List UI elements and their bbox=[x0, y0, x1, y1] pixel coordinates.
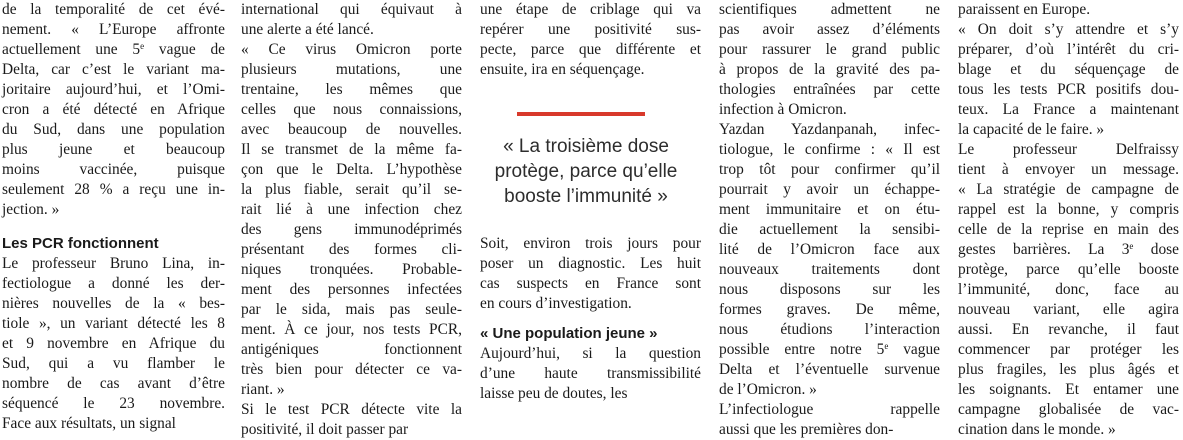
text-line: niques tronquées. Probable- bbox=[241, 261, 462, 278]
text-line: à propos de la gravité des pa- bbox=[719, 61, 940, 78]
text-line: ment. À ce jour, nos tests PCR, bbox=[241, 321, 462, 338]
text-line: ensuite, ira en séquençage. bbox=[480, 61, 645, 78]
text-line: jection. » bbox=[2, 201, 60, 218]
text-line: die actuellement la sensibi- bbox=[719, 221, 940, 238]
text-line: nous disposons sur les bbox=[719, 281, 940, 298]
text-line: pas avoir assez d’éléments bbox=[719, 21, 940, 38]
text-line: scientifiques admettent ne bbox=[719, 1, 940, 18]
text-line: Face aux résultats, un signal bbox=[2, 415, 176, 432]
spacer bbox=[2, 220, 225, 234]
text-line: tiole », un variant détecté les 8 bbox=[2, 315, 225, 332]
text-line: protège, parce qu’elle booste bbox=[958, 261, 1179, 278]
pull-quote-rule bbox=[517, 112, 645, 116]
spacer bbox=[480, 314, 701, 324]
paragraph bbox=[2, 254, 225, 434]
text-line: gestes barrières. La 3e dose bbox=[958, 241, 1179, 258]
text-line: nombre de cas avant d’être bbox=[2, 375, 225, 392]
text-line: ment immunitaire et on étu- bbox=[719, 201, 940, 218]
text-line: nement. « L’Europe affronte bbox=[2, 21, 225, 38]
text-line: campagne globalisée de vac- bbox=[958, 401, 1179, 418]
text-line: lité de l’Omicron face aux bbox=[719, 241, 940, 258]
text-line: « On doit s’y attendre et s’y bbox=[958, 21, 1179, 38]
text-line: tous les tests PCR positifs dou- bbox=[958, 81, 1179, 98]
paragraph bbox=[958, 140, 1179, 440]
paragraph bbox=[719, 0, 940, 120]
text-line: en cours d’investigation. bbox=[480, 295, 632, 312]
text-line: paraissent en Europe. bbox=[958, 1, 1091, 18]
text-line: joritaire aujourd’hui, et l’Omi- bbox=[2, 81, 225, 98]
text-line: préparer, d’où l’intérêt du cri- bbox=[958, 41, 1179, 58]
text-line: thologies entraînées par cette bbox=[719, 81, 940, 98]
text-line: aussi que les premières don- bbox=[719, 421, 894, 438]
section-heading: « Une population jeune » bbox=[480, 325, 658, 342]
text-line: plusieurs mutations, une bbox=[241, 61, 462, 78]
text-line: seulement 28 % a reçu une in- bbox=[2, 181, 225, 198]
paragraph bbox=[241, 40, 462, 400]
text-line: cination dans le monde. » bbox=[958, 421, 1116, 438]
text-line: commencer par protéger les bbox=[958, 341, 1179, 358]
text-line: avec beaucoup de nouvelles. bbox=[241, 121, 462, 138]
text-line: çon que le Delta. L’hypothèse bbox=[241, 161, 462, 178]
text-line: laisse peu de doutes, les bbox=[480, 385, 628, 402]
text-column-2 bbox=[241, 0, 462, 438]
text-line: une alerte a été lancé. bbox=[241, 21, 374, 38]
text-line: possible entre notre 5e vague bbox=[719, 341, 940, 358]
text-line: et 9 novembre en Afrique du bbox=[2, 335, 225, 352]
text-line: nous étudions l’interaction bbox=[719, 321, 940, 338]
text-line: la plus fiable, serait qu’il se- bbox=[241, 181, 462, 198]
text-line: celles que nous connaissions, bbox=[241, 101, 462, 118]
text-line: les soignants. Et entamer une bbox=[958, 381, 1179, 398]
text-line: « La stratégie de campagne de bbox=[958, 181, 1179, 198]
text-line: pourrait y avoir un échappe- bbox=[719, 181, 940, 198]
text-line: celle de la reprise en main des bbox=[958, 221, 1179, 238]
text-line: du Sud, dans une population bbox=[2, 121, 225, 138]
text-line: international qui équivaut à bbox=[241, 1, 462, 18]
text-line: de la temporalité de cet évé- bbox=[2, 1, 225, 18]
text-line: cas suspects en France sont bbox=[480, 275, 701, 292]
text-line: nouveau variant, elle agira bbox=[958, 301, 1179, 318]
text-line: Delta, car c’est le variant ma- bbox=[2, 61, 225, 78]
text-line: antigéniques fonctionnent bbox=[241, 341, 462, 358]
text-line: infection à Omicron. bbox=[719, 101, 847, 118]
text-line: Le professeur Delfraissy bbox=[958, 141, 1179, 158]
text-line: « Ce virus Omicron porte bbox=[241, 41, 462, 58]
text-line: blage et du séquençage de bbox=[958, 61, 1179, 78]
text-line: Sud, qui a vu flamber le bbox=[2, 355, 225, 372]
text-line: positivité, il doit passer par bbox=[241, 421, 409, 438]
text-line: présentant des formes cli- bbox=[241, 241, 462, 258]
text-line: repérer une positivité sus- bbox=[480, 21, 701, 38]
section-heading: Les PCR fonctionnent bbox=[2, 235, 159, 252]
text-line: par le sida, mais pas seule- bbox=[241, 301, 462, 318]
paragraph bbox=[958, 0, 1179, 20]
text-line: l’immunité, donc, face au bbox=[958, 281, 1179, 298]
text-line: Yazdan Yazdanpanah, infec- bbox=[719, 121, 940, 138]
text-line: teux. La France a maintenant bbox=[958, 101, 1179, 118]
text-line: séquencé le 23 novembre. bbox=[2, 395, 225, 412]
text-line: fectiologue a donné les der- bbox=[2, 275, 225, 292]
pull-quote-line: booste l’immunité » bbox=[504, 186, 668, 207]
text-line: Le professeur Bruno Lina, in- bbox=[2, 255, 225, 272]
text-line: poser un diagnostic. Les huit bbox=[480, 255, 701, 272]
text-column-5 bbox=[958, 0, 1179, 438]
text-line: ment des personnes infectées bbox=[241, 281, 462, 298]
pull-quote-line: « La troisième dose bbox=[503, 136, 669, 157]
text-line: actuellement une 5e vague de bbox=[2, 41, 225, 58]
text-line: cron a été détecté en Afrique bbox=[2, 101, 225, 118]
text-line: pecte, parce que différente et bbox=[480, 41, 701, 58]
paragraph bbox=[241, 400, 462, 440]
text-line: Si le test PCR détecte vite la bbox=[241, 401, 462, 418]
text-line: la capacité de le faire. » bbox=[958, 121, 1105, 138]
text-line: Soit, environ trois jours pour bbox=[480, 235, 701, 252]
text-line: tiologue, le confirme : « Il est bbox=[719, 141, 940, 158]
text-line: formes graves. De même, bbox=[719, 301, 940, 318]
paragraph bbox=[480, 0, 701, 80]
text-line: d’une haute transmissibilité bbox=[480, 365, 701, 382]
paragraph bbox=[480, 344, 701, 404]
paragraph bbox=[241, 0, 462, 40]
text-line: Aujourd’hui, si la question bbox=[480, 345, 701, 362]
text-line: nières nouvelles de la « bes- bbox=[2, 295, 225, 312]
text-line: aussi. En revanche, il faut bbox=[958, 321, 1179, 338]
text-line: une étape de criblage qui va bbox=[480, 1, 701, 18]
pull-quote bbox=[478, 134, 694, 209]
paragraph bbox=[480, 234, 701, 314]
paragraph bbox=[958, 20, 1179, 140]
text-line: Il se transmet de la même fa- bbox=[241, 141, 462, 158]
text-column-1 bbox=[2, 0, 225, 432]
text-line: rait lié à une infection chez bbox=[241, 201, 462, 218]
paragraph bbox=[2, 0, 225, 220]
text-column-4 bbox=[719, 0, 940, 438]
paragraph bbox=[719, 120, 940, 400]
text-line: Delta et l’éventuelle survenue bbox=[719, 361, 940, 378]
text-line: plus jeune et beaucoup bbox=[2, 141, 225, 158]
text-line: trop tôt pour confirmer qu’il bbox=[719, 161, 940, 178]
text-line: moins vaccinée, puisque bbox=[2, 161, 225, 178]
text-line: trentaine, les mêmes que bbox=[241, 81, 462, 98]
text-line: plus fragiles, les plus âgés et bbox=[958, 361, 1179, 378]
text-line: de l’Omicron. » bbox=[719, 381, 817, 398]
paragraph bbox=[719, 400, 940, 440]
text-line: L’infectiologue rappelle bbox=[719, 401, 940, 418]
text-line: rappel est la bonne, y compris bbox=[958, 201, 1179, 218]
text-line: riant. » bbox=[241, 381, 285, 398]
pull-quote-line: protège, parce qu’elle bbox=[494, 161, 678, 182]
text-line: des gens immunodéprimés bbox=[241, 221, 462, 238]
text-line: pour rassurer le grand public bbox=[719, 41, 940, 58]
text-line: très bien pour détecter ce va- bbox=[241, 361, 462, 378]
text-line: nouveaux traitements dont bbox=[719, 261, 940, 278]
text-line: tient à envoyer un message. bbox=[958, 161, 1179, 178]
